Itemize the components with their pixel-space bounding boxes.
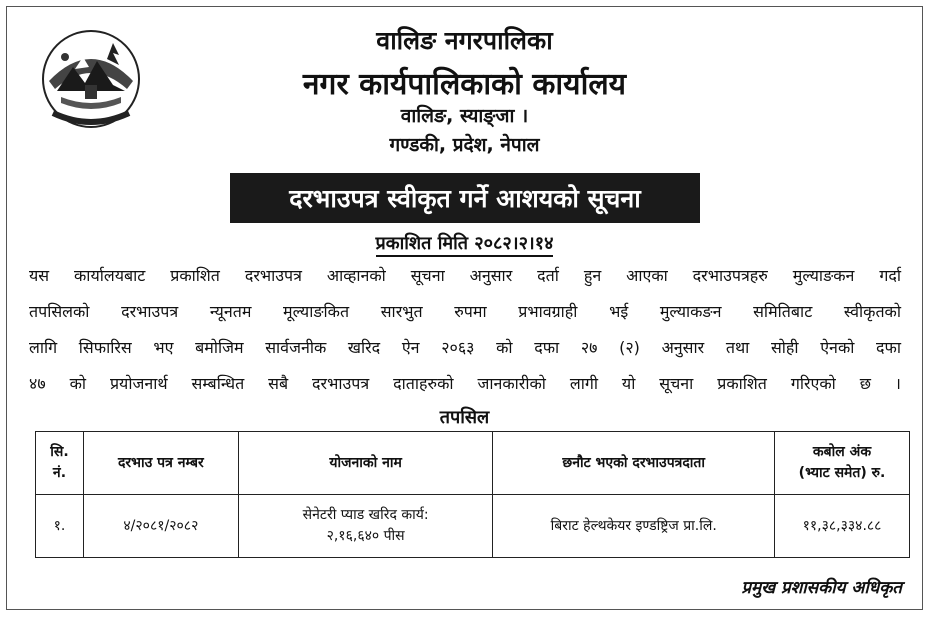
body-line-3: लागि सिफारिस भए बमोजिम सार्वजनीक खरिद ऐन २०६३ को दफा २७ (२) अनुसार तथा सोही ऐनको दफा <box>29 338 901 357</box>
bid-details-table <box>35 431 910 558</box>
published-date <box>7 231 922 255</box>
published-date-text: प्रकाशित मिति २०८२।२।१४ <box>376 233 554 257</box>
body-line-1: यस कार्यालयबाट प्रकाशित दरभाउपत्र आव्हानको सूचना अनुसार दर्ता हुन आएका दरभाउपत्रहरु मुल्याङकन गर्दा <box>29 266 901 285</box>
office-province: गण्डकी, प्रदेश, नेपाल <box>389 134 540 156</box>
header-bidder: छनौट भएको दरभाउपत्रदाता <box>493 432 775 495</box>
office-name: नगर कार्यपालिकाको कार्यालय <box>302 67 627 102</box>
cell-bidder: बिराट हेल्थकेयर इण्डष्ट्रिज प्रा.लि. <box>493 495 775 558</box>
signature-designation: प्रमुख प्रशासकीय अधिकृत <box>741 578 902 598</box>
office-location: वालिङ, स्याङ्जा । <box>400 105 529 127</box>
cell-sn: १. <box>36 495 84 558</box>
table-row <box>36 495 910 558</box>
cell-project-name: सेनेटरी प्याड खरिद कार्य: २,१६,६४० पीस <box>238 495 493 558</box>
notice-page <box>6 6 923 610</box>
body-line-4: ४७ को प्रयोजनार्थ सम्बन्धित सबै दरभाउपत्र दाताहरुको जानकारीको लागी यो सूचना प्रकाशित गरिएको छ । <box>29 374 901 393</box>
table-header-row <box>36 432 910 495</box>
header-amount: कबोल अंक (भ्याट समेत) रु. <box>775 432 910 495</box>
header-bid-number: दरभाउ पत्र नम्बर <box>83 432 238 495</box>
cell-bid-number: ४/२०८१/२०८२ <box>83 495 238 558</box>
municipality-name: वालिङ नगरपालिका <box>376 26 553 55</box>
cell-amount: ११,३८,३३४.८८ <box>775 495 910 558</box>
body-line-2: तपसिलको दरभाउपत्र न्यूनतम मूल्याङकित सारभुत रुपमा प्रभावग्राही भई मुल्याकङन समितिबाट स्वीकृतको <box>29 302 901 321</box>
notice-title: दरभाउपत्र स्वीकृत गर्ने आशयको सूचना <box>230 173 700 223</box>
table-section-title: तपसिल <box>439 407 490 428</box>
header-sn: सि. नं. <box>36 432 84 495</box>
header-project-name: योजनाको नाम <box>238 432 493 495</box>
